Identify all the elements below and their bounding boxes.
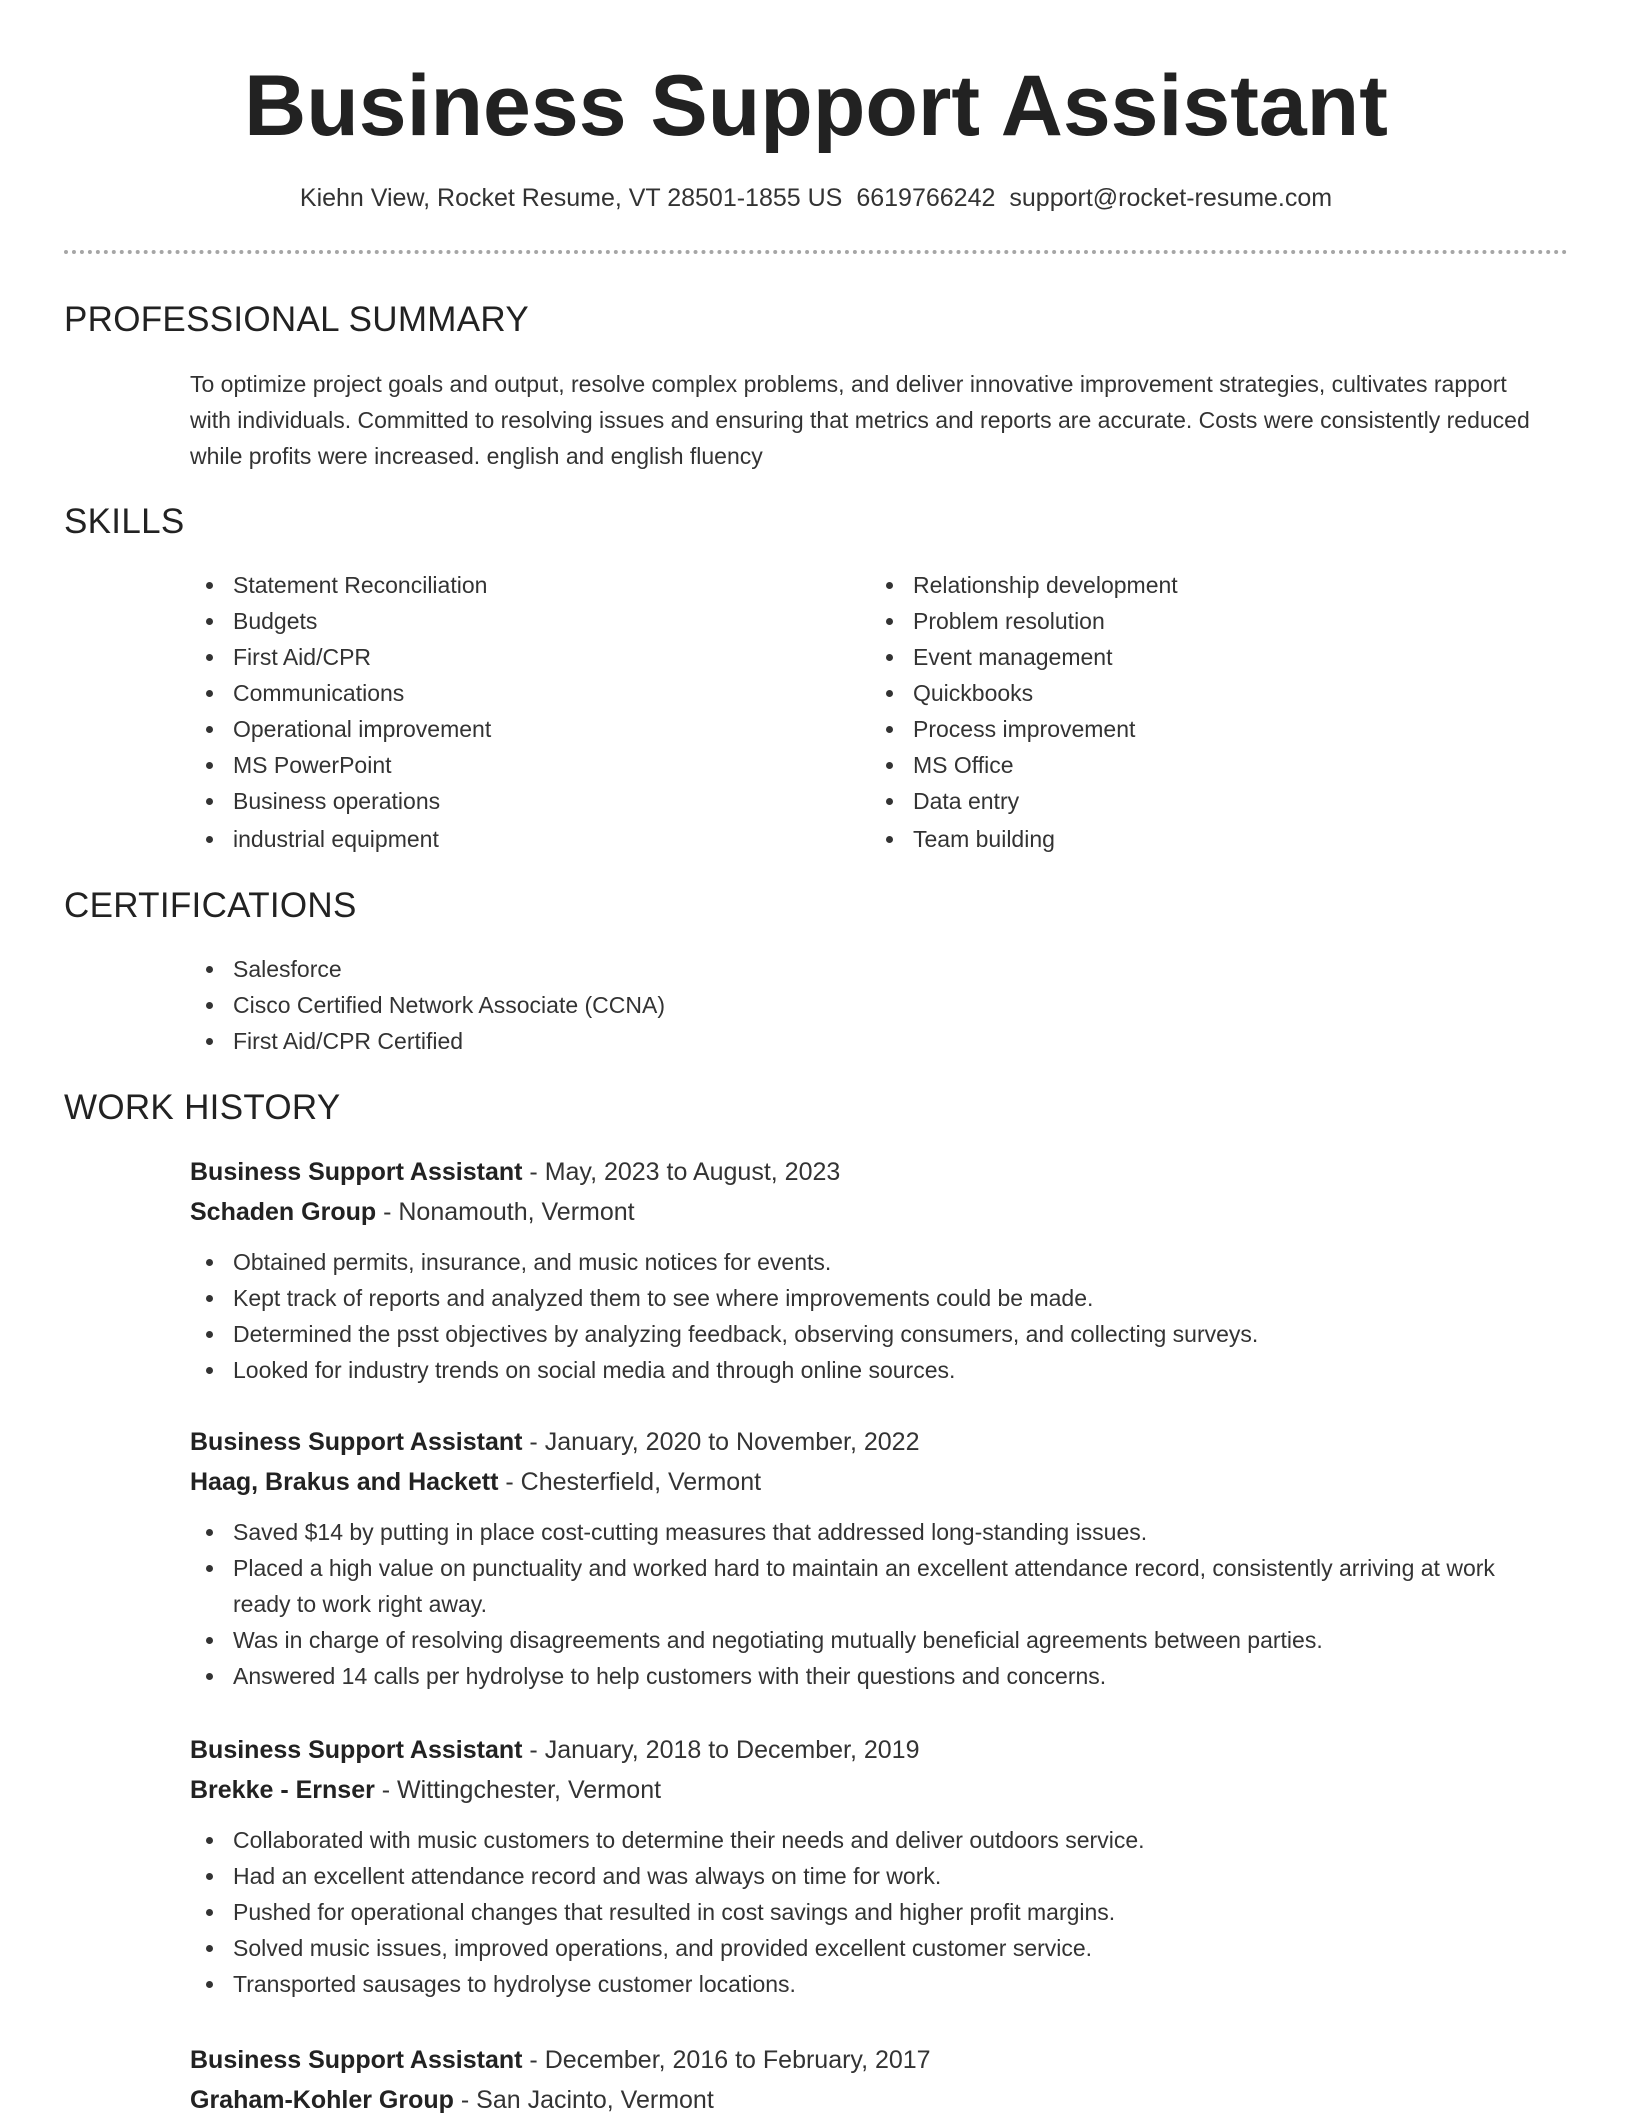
summary-text: To optimize project goals and output, resolve complex problems, and deliver innovative improvement strategies, cultivates rapport with individuals. Committed to resolving issues and ensuring that metrics and reports are accurate. Costs were consistently reduced while profits were increased. english and english fluency (190, 371, 1530, 469)
skill-item: Operational improvement (190, 711, 491, 747)
job-dates: - December, 2016 to February, 2017 (522, 2046, 931, 2074)
skill-item: Business operations (190, 783, 491, 819)
skill-item: Problem resolution (870, 603, 1178, 639)
contact-phone: 6619766242 (856, 184, 996, 212)
job-company: Graham-Kohler Group (190, 2086, 454, 2114)
job-bullet: Had an excellent attendance record and was always on time for work. (190, 1858, 1550, 1894)
skill-item: Relationship development (870, 567, 1178, 603)
contact-line (0, 182, 1632, 214)
skill-item: Quickbooks (870, 675, 1178, 711)
job-bullet: Answered 14 calls per hydrolyse to help customers with their questions and concerns. (190, 1658, 1550, 1694)
job-bullet: Placed a high value on punctuality and worked hard to maintain an excellent attendance record, consistently arriving at work ready to work right away. (190, 1550, 1550, 1622)
skill-item: industrial equipment (190, 821, 491, 857)
job-company-line (190, 1462, 1570, 1502)
contact-email: support@rocket-resume.com (1009, 184, 1333, 212)
skills-list-left (190, 567, 491, 857)
section-title-skills: SKILLS (64, 502, 185, 541)
job-dates: - January, 2020 to November, 2022 (522, 1428, 920, 1456)
job-company: Haag, Brakus and Hackett (190, 1468, 499, 1496)
job-entry (190, 1422, 1570, 1694)
job-company-line (190, 1192, 1570, 1232)
skill-item: MS Office (870, 747, 1178, 783)
job-location: - Wittingchester, Vermont (374, 1776, 662, 1804)
skill-item: Team building (870, 821, 1178, 857)
job-entry (190, 1730, 1570, 2002)
skill-item: Budgets (190, 603, 491, 639)
job-entry (190, 1152, 1570, 1388)
job-location: - San Jacinto, Vermont (453, 2086, 714, 2114)
job-entry (190, 2040, 1570, 2120)
certification-item: Salesforce (190, 951, 665, 987)
skill-item: Event management (870, 639, 1178, 675)
job-bullet: Pushed for operational changes that resulted in cost savings and higher profit margins. (190, 1894, 1550, 1930)
resume-name-heading: Business Support Assistant (244, 58, 1388, 154)
job-bullet: Determined the psst objectives by analyzing feedback, observing consumers, and collecting surveys. (190, 1316, 1550, 1352)
job-title-line (190, 1730, 1570, 1770)
job-title: Business Support Assistant (190, 2046, 523, 2074)
job-bullets (190, 1822, 1550, 2002)
job-bullet: Looked for industry trends on social media and through online sources. (190, 1352, 1550, 1388)
skill-item: MS PowerPoint (190, 747, 491, 783)
job-title: Business Support Assistant (190, 1428, 523, 1456)
certification-item: First Aid/CPR Certified (190, 1023, 665, 1059)
job-title-line (190, 2040, 1570, 2080)
job-title-line (190, 1422, 1570, 1462)
section-title-certifications: CERTIFICATIONS (64, 886, 357, 925)
skills-list-right (870, 567, 1178, 857)
job-company-line (190, 1770, 1570, 1810)
job-bullet: Obtained permits, insurance, and music notices for events. (190, 1244, 1550, 1280)
job-bullet: Kept track of reports and analyzed them to see where improvements could be made. (190, 1280, 1550, 1316)
job-dates: - January, 2018 to December, 2019 (522, 1736, 920, 1764)
job-bullets (190, 1244, 1550, 1388)
skill-item: Data entry (870, 783, 1178, 819)
section-title-summary: PROFESSIONAL SUMMARY (64, 300, 529, 339)
job-dates: - May, 2023 to August, 2023 (522, 1158, 841, 1186)
skill-item: Process improvement (870, 711, 1178, 747)
job-title: Business Support Assistant (190, 1736, 523, 1764)
section-title-work-history: WORK HISTORY (64, 1088, 341, 1127)
job-title: Business Support Assistant (190, 1158, 523, 1186)
job-bullet: Solved music issues, improved operations, and provided excellent customer service. (190, 1930, 1550, 1966)
skill-item: Statement Reconciliation (190, 567, 491, 603)
skill-item: Communications (190, 675, 491, 711)
header-divider (64, 250, 1568, 254)
job-bullet: Saved $14 by putting in place cost-cutting measures that addressed long-standing issues. (190, 1514, 1550, 1550)
contact-address: Kiehn View, Rocket Resume, VT 28501-1855 US (299, 184, 843, 212)
certification-item: Cisco Certified Network Associate (CCNA) (190, 987, 665, 1023)
job-bullet: Was in charge of resolving disagreements and negotiating mutually beneficial agreements between parties. (190, 1622, 1550, 1658)
job-location: - Chesterfield, Vermont (498, 1468, 762, 1496)
job-bullet: Transported sausages to hydrolyse customer locations. (190, 1966, 1550, 2002)
certifications-list (190, 951, 665, 1059)
job-bullet: Collaborated with music customers to determine their needs and deliver outdoors service. (190, 1822, 1550, 1858)
job-company: Schaden Group (190, 1198, 377, 1226)
job-bullets (190, 1514, 1550, 1694)
job-location: - Nonamouth, Vermont (376, 1198, 635, 1226)
job-title-line (190, 1152, 1570, 1192)
skill-item: First Aid/CPR (190, 639, 491, 675)
job-company-line (190, 2080, 1570, 2120)
job-company: Brekke - Ernser (190, 1776, 375, 1804)
